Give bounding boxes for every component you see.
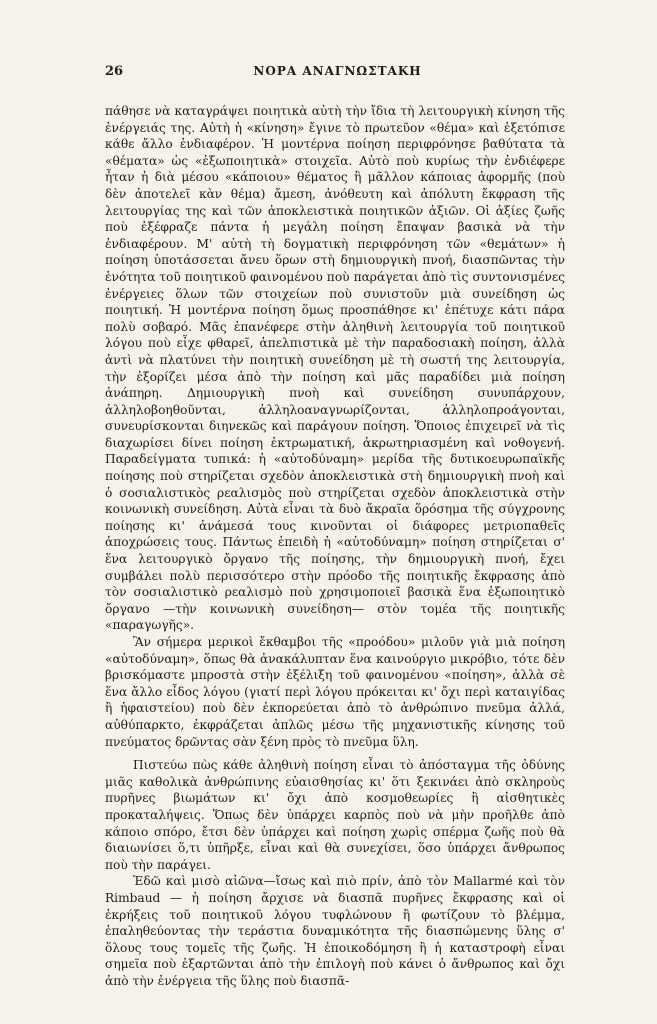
paragraph-3: Πιστεύω πὼς κάθε ἀληθινὴ ποίηση εἶναι τὸ ἀπόσταγμα τῆς ὀδύνης μιᾶς καθολικὰ ἀνθρώπινης εὐαισθησίας κι' ὅτι ξεκινάει ἀπὸ σκληροὺς πυρῆνες βιωμάτων κι' ὄχι ἀπὸ κοσμοθεωρίες ἢ αἰσθητικὲς προκαταλήψεις. Ὅπως δὲν ὑπάρχει καρπὸς ποὺ νὰ μὴν προῆλθε ἀπὸ κάποιο σπόρο, ἔτσι δὲν ὑπάρχει καὶ ποίηση χωρὶς σπέρμα ζωῆς ποὺ θὰ διαιωνίσει ὅ,τι ὑπῆρξε, εἶναι καὶ θὰ συνεχίσει, ὅσο ὑπάρχει ἄνθρωπος ποὺ τὴν παράγει. (105, 758, 565, 872)
paragraph-1: πάθησε νὰ καταγράψει ποιητικὰ αὐτὴ τὴν ἴδια τὴ λειτουργικὴ κίνηση τῆς ἐνέργειάς της. Αὐτὴ ἡ «κίνηση» ἔγινε τὸ πρωτεῦον «θέμα» καὶ ἐξετόπισε κάθε ἄλλο ἐνδιαφέρον. Ἡ μοντέρνα ποίηση περιφρόνησε βαθύτατα τὰ «θέματα» ὡς «ἐξωποιητικὰ» στοιχεῖα. Αὐτὸ ποὺ κυρίως τὴν ἐνδιέφερε ἦταν ἡ διὰ μέσου «κάποιου» θέματος ἢ μᾶλλον κάποιας ἀφορμῆς (ποὺ δὲν ἀποτελεῖ κὰν θέμα) ἄμεση, ἀνόθευτη καὶ ἀπόλυτη ἔκφραση τῆς λειτουργίας της καὶ τῶν ἀποκλειστικὰ ποιητικῶν ἀξιῶν. Οἱ ἀξίες ζωῆς ποὺ ἐξέφραζε πάντα ἡ μεγάλη ποίηση ἔπαψαν βασικὰ νὰ τὴν ἐνδιαφέρουν. Μ' αὐτὴ τὴ δογματικὴ περιφρόνηση τῶν «θεμάτων» ἡ ποίηση ὑποτάσσεται ἄνευ ὅρων στὴ δημιουργικὴ πνοή, διασπῶντας τὴν ἑνότητα τοῦ ποιητικοῦ φαινομένου ποὺ παράγεται ἀπὸ τὶς συντονισμένες ἐνέργειες ὅλων τῶν στοιχείων ποὺ συνιστοῦν μιὰ συνείδηση ὡς ποιητική. Ἡ μοντέρνα ποίηση ὅμως προσπάθησε κι' ἐπέτυχε κάτι πάρα πολὺ σοβαρό. Μᾶς ἐπανέφερε στὴν ἀληθινὴ λειτουργία τοῦ ποιητικοῦ λόγου ποὺ εἶχε φθαρεῖ, ἀπελπιστικὰ μὲ τὴν παραδοσιακὴ ποίηση, ἀλλὰ ἀντὶ νὰ πλατύνει τὴν ποιητικὴ συνείδηση μὲ τὴ σωστή της λειτουργία, τὴν ἐξορίζει μέσα ἀπὸ τὴν ποίηση καὶ μᾶς παραδίδει μιὰ ποίηση ἀνάπηρη. Δημιουργικὴ πνοὴ καὶ συνείδηση συνυπάρχουν, ἀλληλοβοηθοῦνται, ἀλληλοαναγνωρίζονται, ἀλληλοπροάγονται, συνευρίσκονται διηνεκῶς καὶ παράγουν ποίηση. Ὅποιος ἐπιχειρεῖ νὰ τὶς διαχωρίσει δίνει ποίηση ἐκτρωματική, ἀκρωτηριασμένη καὶ νοθογενή. Παραδείγματα τυπικά: ἡ «αὐτοδύναμη» μερίδα τῆς δυτικοευρωπαϊκῆς ποίησης ποὺ στηρίζεται σχεδὸν ἀποκλειστικὰ στὴ δημιουργικὴ πνοὴ καὶ ὁ σοσιαλιστικὸς ρεαλισμὸς ποὺ στηρίζεται σχεδὸν ἀποκλειστικὰ στὴν κοινωνικὴ συνείδηση. Αὐτὰ εἶναι τὰ δυὸ ἄκραῖα ὅρόσημα τῆς σύγχρονης ποίησης κι' ἀνάμεσά τους κινοῦνται οἱ διάφορες μετριοπαθεῖς ἀποχρώσεις τους. Πάντως ἐπειδὴ ἡ «αὐτοδύναμη» ποίηση στηρίζεται σ' ἕνα λειτουργικὸ ὄργανο τῆς ποίησης, τὴν δημιουργικὴ πνοή, ἔχει συμβάλει πολὺ περισσότερο στὴν πρόοδο τῆς ποιητικῆς ἔκφρασης ἀπὸ τὸν σοσιαλιστικὸ ρεαλισμὸ ποὺ χρησιμοποιεῖ βασικὰ ἕνα ἐξωποιητικὸ ὄργανο —τὴν κοινωνικὴ συνείδηση— στὸν τομέα τῆς ποιητικῆς «παραγωγῆς». (105, 104, 565, 633)
paragraph-2: Ἂν σήμερα μερικοὶ ἔκθαμβοι τῆς «προόδου» μιλοῦν γιὰ μιὰ ποίηση «αὐτοδύναμη», ὅπως θὰ ἀνακάλυπταν ἕνα καινούργιο μικρόβιο, τότε δὲν βρισκόμαστε μπροστὰ στὴν ἐξέλιξη τοῦ φαινομένου «ποίηση», ἀλλὰ σὲ ἕνα ἄλλο εἶδος λόγου (γιατί περὶ λόγου πρόκειται κι' ὄχι περὶ καταιγίδας ἢ ἡφαιστείου) ποὺ δὲν ἐκπορεύεται ἀπὸ τὸ ἀνθρώπινο πνεῦμα ἀλλά, αὐθύπαρκτο, ἐκφράζεται ἁπλῶς μέσω τῆς μηχανιστικῆς κίνησης τοῦ πνεύματος δρῶντας σὰν ξένη πρὸς τὸ πνεῦμα ὕλη. (105, 635, 565, 749)
page-header (105, 64, 570, 82)
page-number: 26 (105, 64, 124, 79)
paragraph-4: Ἐδῶ καὶ μισὸ αἰῶνα—ἴσως καὶ πιὸ πρίν, ἀπὸ τὸν Mallarmé καὶ τὸν Rimbaud — ἡ ποίηση ἄρχισε νὰ διασπᾶ πυρῆνες ἔκφρασης καὶ οἱ ἐκρήξεις τοῦ ποιητικοῦ λόγου τυφλώνουν ἢ φωτίζουν τὸ βλέμμα, ἐπαληθεύοντας τὴν τεράστια δυναμικότητα τῆς διασπώμενης ὕλης σ' ὅλους τους τομεῖς τῆς ζωῆς. Ἡ ἐποικοδόμηση ἢ ἡ καταστροφὴ εἶναι σημεῖα ποὺ ἐξαρτῶνται ἀπὸ τὴν ἐπιλογὴ ποὺ κάνει ὁ ἄνθρωπος καὶ ὄχι ἀπὸ τὴν ἐνέργεια τῆς ὕλης ποὺ διασπᾶ- (105, 874, 565, 988)
body-text (105, 103, 565, 989)
running-head-author: ΝΟΡΑ ΑΝΑΓΝΩΣΤΑΚΗ (253, 64, 422, 78)
